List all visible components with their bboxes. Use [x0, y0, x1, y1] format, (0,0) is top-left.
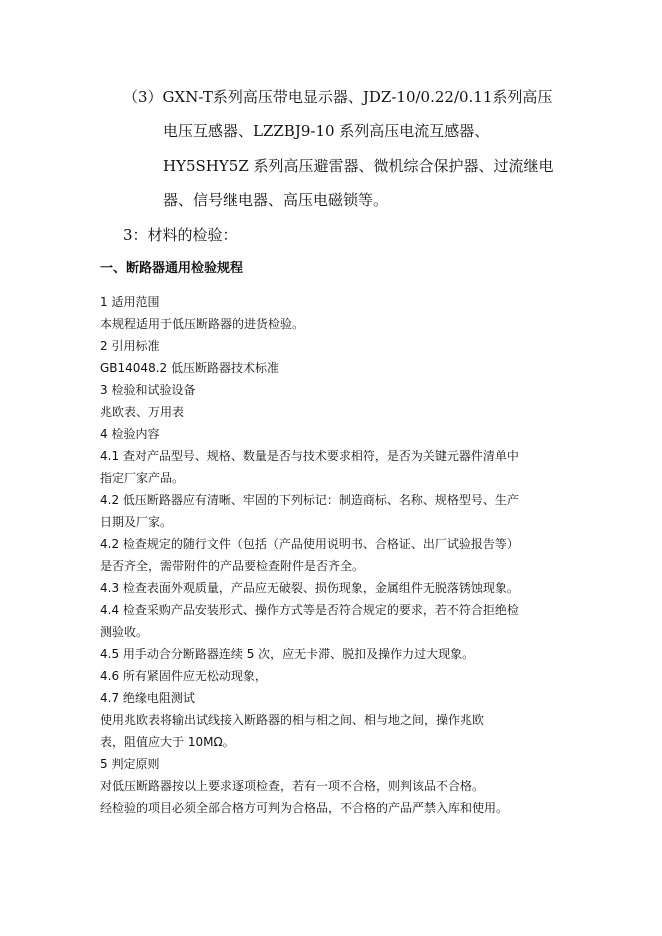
intro-line-2: 电压互感器、LZZBJ9-10 系列高压电流互感器、 [163, 122, 490, 140]
intro-line-5: 3：材料的检验： [123, 226, 238, 244]
item-line: 4.5 用手动合分断路器连续 5 次，应无卡滞、脱扣及操作力过大现象。 [100, 647, 475, 661]
item-line: GB14048.2 低压断路器技术标准 [100, 361, 279, 375]
item-line: 使用兆欧表将输出试线接入断路器的相与相之间、相与地之间，操作兆欧 [100, 713, 485, 727]
item-line: 4.2 检查规定的随行文件（包括（产品使用说明书、合格证、出厂试验报告等） [100, 537, 519, 551]
item-line: 4.1 查对产品型号、规格、数量是否与技术要求相符，是否为关键元器件清单中 [100, 449, 519, 463]
item-line: 4 检验内容 [100, 427, 160, 441]
item-line: 指定厂家产品。 [100, 471, 185, 485]
item-line: 2 引用标准 [100, 339, 160, 353]
item-line: 本规程适用于低压断路器的进货检验。 [100, 317, 305, 331]
item-line: 4.3 检查表面外观质量，产品应无破裂、损伤现象，金属组件无脱落锈蚀现象。 [100, 581, 519, 595]
item-line: 1 适用范围 [100, 295, 160, 309]
item-line: 对低压断路器按以上要求逐项检查，若有一项不合格，则判该品不合格。 [100, 779, 485, 793]
section-heading: 一、断路器通用检验规程 [100, 261, 244, 276]
item-line: 4.4 检查采购产品安装形式、操作方式等是否符合规定的要求，若不符合拒绝检 [100, 603, 519, 617]
intro-line-4: 器、信号继电器、高压电磁锁等。 [163, 191, 389, 209]
item-line: 兆欧表、万用表 [100, 405, 185, 419]
item-line: 经检验的项目必须全部合格方可判为合格品，不合格的产品严禁入库和使用。 [100, 801, 509, 815]
item-line: 是否齐全，需带附件的产品要检查附件是否齐全。 [100, 559, 365, 573]
item-line: 4.7 绝缘电阻测试 [100, 691, 195, 705]
item-line: 测验收。 [100, 625, 149, 639]
item-line: 5 判定原则 [100, 757, 160, 771]
item-line: 3 检验和试验设备 [100, 383, 196, 397]
item-line: 日期及厂家。 [100, 515, 173, 529]
item-line: 4.6 所有紧固件应无松动现象， [100, 669, 267, 683]
intro-line-1: （3）GXN-T系列高压带电显示器、JDZ-10/0.22/0.11系列高压 [123, 88, 553, 106]
intro-line-3: HY5SHY5Z 系列高压避雷器、微机综合保护器、过流继电 [163, 157, 554, 175]
item-line: 4.2 低压断路器应有清晰、牢固的下列标记：制造商标、名称、规格型号、生产 [100, 493, 519, 507]
item-line: 表，阻值应大于 10MΩ。 [100, 735, 235, 749]
